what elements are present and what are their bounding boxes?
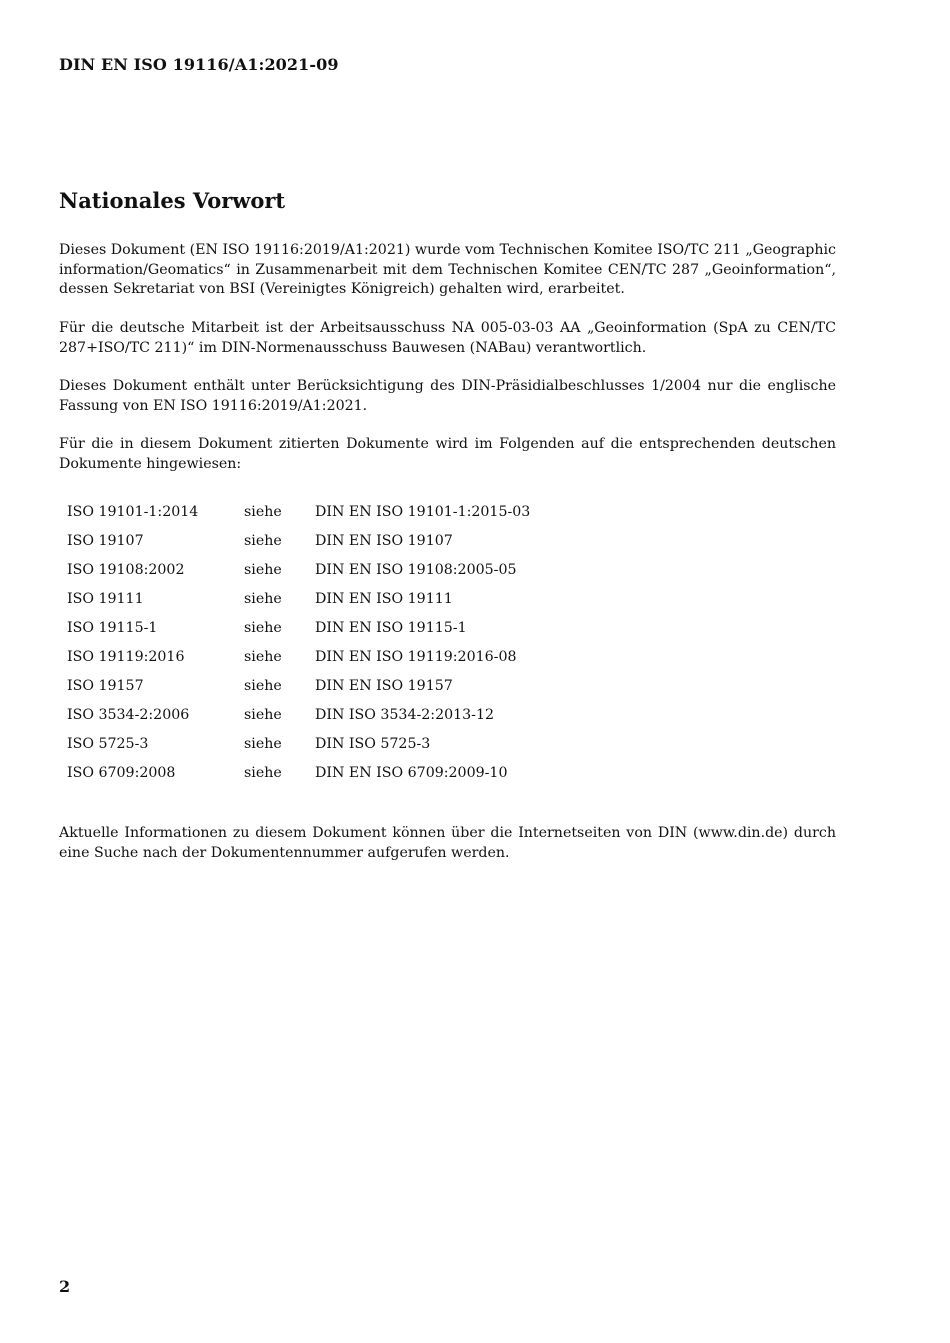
iso-reference: ISO 5725-3	[67, 736, 149, 753]
din-reference: DIN EN ISO 19101-1:2015-03	[315, 503, 531, 520]
paragraph-committee: Dieses Dokument (EN ISO 19116:2019/A1:2021) wurde vom Technischen Komitee ISO/TC 211 „Geographic information/Geomatics“ in Zusammenarbeit mit dem Technischen Komitee CEN/TC 287 „Geoinformation“, dessen Sekretariat von BSI (Vereinigtes Königreich) gehalten wird, erarbeitet.	[59, 242, 836, 297]
document-id-header: DIN EN ISO 19116/A1:2021-09	[59, 55, 339, 74]
table-row	[67, 613, 615, 642]
see-label: siehe	[244, 590, 282, 607]
din-reference: DIN EN ISO 19157	[315, 678, 453, 695]
din-reference: DIN EN ISO 19111	[315, 590, 453, 607]
iso-reference: ISO 19157	[67, 678, 144, 695]
paragraph-current-information: Aktuelle Informationen zu diesem Dokument können über die Internetseiten von DIN (www.din.de) durch eine Suche nach der Dokumentennummer aufgerufen werden.	[59, 825, 836, 861]
din-reference: DIN ISO 3534-2:2013-12	[315, 707, 495, 724]
table-row	[67, 526, 615, 555]
see-label: siehe	[244, 678, 282, 695]
iso-reference: ISO 19119:2016	[67, 649, 185, 666]
iso-reference: ISO 19101-1:2014	[67, 503, 199, 520]
table-row	[67, 730, 615, 759]
page-number: 2	[59, 1277, 71, 1296]
paragraph-language-version: Dieses Dokument enthält unter Berücksichtigung des DIN-Präsidialbeschlusses 1/2004 nur die englische Fassung von EN ISO 19116:2019/A1:2021.	[59, 378, 836, 414]
table-row	[67, 497, 615, 526]
din-reference: DIN EN ISO 6709:2009-10	[315, 765, 508, 782]
table-row	[67, 555, 615, 584]
iso-reference: ISO 19107	[67, 532, 144, 549]
see-label: siehe	[244, 765, 282, 782]
din-reference: DIN ISO 5725-3	[315, 736, 431, 753]
table-row	[67, 759, 615, 788]
table-row	[67, 642, 615, 671]
paragraph-working-committee: Für die deutsche Mitarbeit ist der Arbeitsausschuss NA 005-03-03 AA „Geoinformation (SpA zu CEN/TC 287+ISO/TC 211)“ im DIN-Normenausschuss Bauwesen (NABau) verantwortlich.	[59, 320, 836, 356]
iso-reference: ISO 19111	[67, 590, 144, 607]
din-reference: DIN EN ISO 19115-1	[315, 619, 467, 636]
iso-reference: ISO 3534-2:2006	[67, 707, 190, 724]
see-label: siehe	[244, 736, 282, 753]
iso-reference: ISO 6709:2008	[67, 765, 176, 782]
see-label: siehe	[244, 619, 282, 636]
see-label: siehe	[244, 532, 282, 549]
section-title: Nationales Vorwort	[59, 188, 286, 213]
table-row	[67, 584, 615, 613]
see-label: siehe	[244, 707, 282, 724]
din-reference: DIN EN ISO 19119:2016-08	[315, 649, 517, 666]
reference-table	[67, 497, 615, 788]
see-label: siehe	[244, 503, 282, 520]
iso-reference: ISO 19115-1	[67, 619, 158, 636]
iso-reference: ISO 19108:2002	[67, 561, 185, 578]
table-row	[67, 672, 615, 701]
paragraph-references-intro: Für die in diesem Dokument zitierten Dokumente wird im Folgenden auf die entsprechenden deutschen Dokumente hingewiesen:	[59, 436, 836, 472]
din-reference: DIN EN ISO 19108:2005-05	[315, 561, 517, 578]
din-reference: DIN EN ISO 19107	[315, 532, 453, 549]
see-label: siehe	[244, 561, 282, 578]
table-row	[67, 701, 615, 730]
see-label: siehe	[244, 649, 282, 666]
